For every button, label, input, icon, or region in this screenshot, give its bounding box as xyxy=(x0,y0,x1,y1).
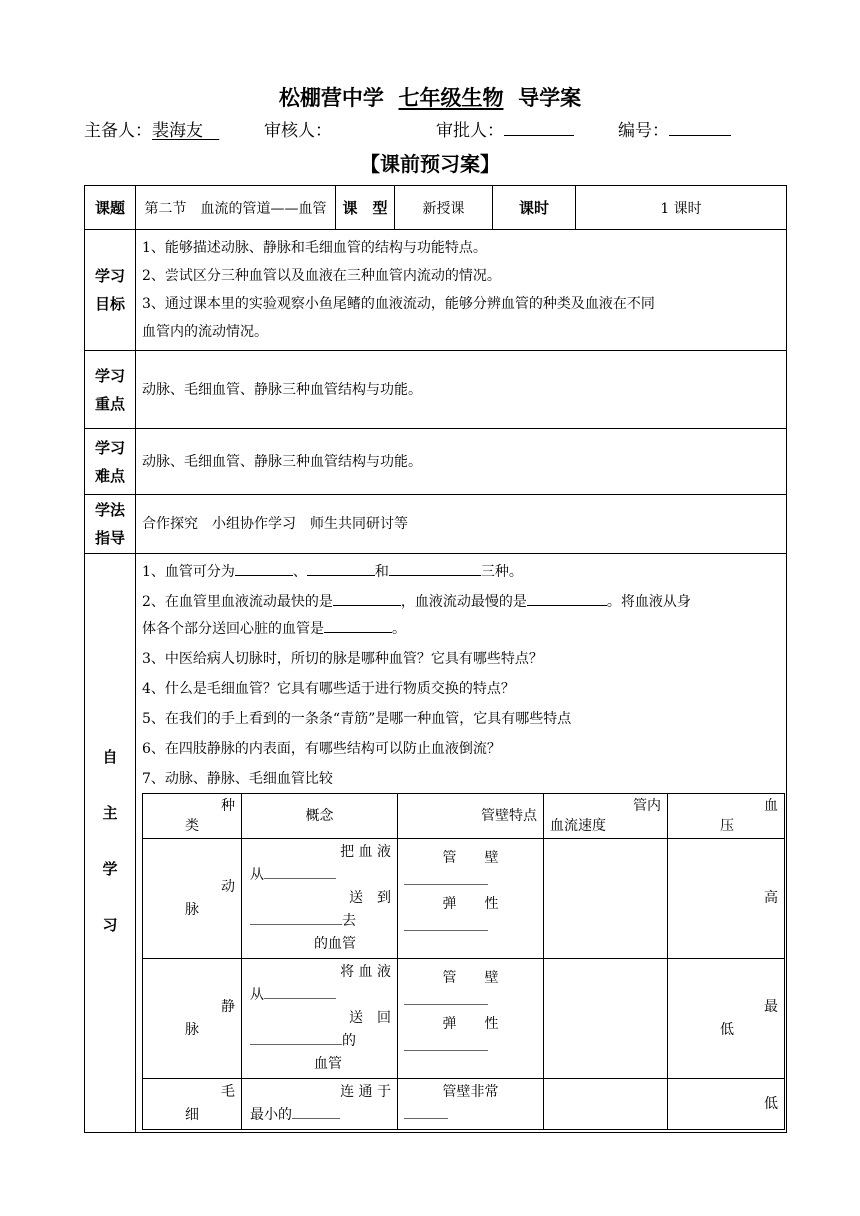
capillary-pressure: 低 xyxy=(668,1079,785,1130)
key-points-text: 动脉、毛细血管、静脉三种血管结构与功能。 xyxy=(136,351,787,429)
question-4: 4、什么是毛细血管？它具有哪些适于进行物质交换的特点？ xyxy=(142,681,515,697)
vein-from-blank[interactable] xyxy=(264,984,336,999)
vein-concept: 将 血 液 从 送 回 的 血管 xyxy=(242,959,398,1079)
capillary-name: 毛 细 xyxy=(143,1079,242,1130)
vein-wall-blank[interactable] xyxy=(404,990,488,1005)
capillary-row xyxy=(143,1079,785,1130)
self-study-label: 自 主 学 习 xyxy=(85,554,136,1133)
difficulties-text: 动脉、毛细血管、静脉三种血管结构与功能。 xyxy=(136,429,787,495)
q2-blank-3[interactable] xyxy=(324,616,392,633)
preparer: 主备人：裴海友 xyxy=(84,121,203,141)
topic-value: 第二节 血流的管道——血管 xyxy=(136,186,336,230)
method-text: 合作探究 小组协作学习 师生共同研讨等 xyxy=(136,495,787,554)
type-value: 新授课 xyxy=(395,186,493,230)
vein-name: 静 脉 xyxy=(143,959,242,1079)
difficulties-label: 学习 难点 xyxy=(85,429,136,495)
section-title: 【课前预习案】 xyxy=(360,152,500,176)
question-7: 7、动脉、静脉、毛细血管比较 xyxy=(142,771,333,787)
document-title xyxy=(0,82,860,112)
question-2: 2、在血管里血液流动最快的是 ，血液流动最慢的是 。将血液从身 xyxy=(142,589,786,616)
reviewer: 审核人： xyxy=(264,121,332,141)
doc-type: 导学案 xyxy=(518,85,582,110)
artery-concept: 把 血 液 从 送 到 去 的血管 xyxy=(242,839,398,959)
vein-speed[interactable] xyxy=(544,959,668,1079)
capillary-wall: 管壁非常 xyxy=(398,1079,544,1130)
comparison-header-row xyxy=(143,794,785,839)
vein-wall: 管 壁 弹 性 xyxy=(398,959,544,1079)
header-wall: 管壁特点 xyxy=(398,794,544,839)
question-2-cont: 体各个部分送回心脏的血管是 。 xyxy=(142,616,786,643)
hours-label: 课时 xyxy=(493,186,576,230)
method-label: 学法 指导 xyxy=(85,495,136,554)
artery-row xyxy=(143,839,785,959)
self-study-content xyxy=(136,554,787,1133)
artery-to-blank[interactable] xyxy=(250,910,342,925)
capillary-concept: 连 通 于 最小的 xyxy=(242,1079,398,1130)
lesson-plan-table xyxy=(84,185,787,1133)
number-blank[interactable] xyxy=(669,117,731,136)
q2-blank-1[interactable] xyxy=(333,589,401,606)
header-speed: 管内 血流速度 xyxy=(544,794,668,839)
preparer-name: 裴海友 xyxy=(152,121,203,141)
artery-elastic-blank[interactable] xyxy=(404,916,488,931)
artery-from-blank[interactable] xyxy=(264,864,336,879)
artery-wall: 管 壁 弹 性 xyxy=(398,839,544,959)
vein-pressure: 最 低 xyxy=(668,959,785,1079)
topic-label: 课题 xyxy=(85,186,136,230)
header-pressure: 血 压 xyxy=(668,794,785,839)
capillary-wall-blank[interactable] xyxy=(404,1104,448,1119)
header-concept: 概念 xyxy=(242,794,398,839)
goal-2: 2、尝试区分三种血管以及血液在三种血管内流动的情况。 xyxy=(142,268,501,284)
method-row xyxy=(85,495,787,554)
goal-3: 3、通过课本里的实验观察小鱼尾鳍的血液流动，能够分辨血管的种类及血液在不同 xyxy=(142,296,655,312)
q2-blank-2[interactable] xyxy=(527,589,607,606)
vessel-comparison-table xyxy=(142,793,785,1130)
key-points-label: 学习 重点 xyxy=(85,351,136,429)
artery-speed[interactable] xyxy=(544,839,668,959)
school-name: 松棚营中学 xyxy=(278,85,384,110)
artery-name: 动 脉 xyxy=(143,839,242,959)
vein-to-blank[interactable] xyxy=(250,1030,342,1045)
goals-label: 学习 目标 xyxy=(85,230,136,351)
question-3: 3、中医给病人切脉时，所切的脉是哪种血管？它具有哪些特点？ xyxy=(142,651,543,667)
key-points-row xyxy=(85,351,787,429)
goal-3-cont: 血管内的流动情况。 xyxy=(142,324,268,340)
question-5: 5、在我们的手上看到的一条条“青筋”是哪一种血管，它具有哪些特点 xyxy=(142,711,572,727)
difficulties-row xyxy=(85,429,787,495)
vein-row xyxy=(143,959,785,1079)
header-kind: 种 类 xyxy=(143,794,242,839)
q1-blank-1[interactable] xyxy=(235,559,293,576)
number: 编号： xyxy=(618,116,731,141)
goal-1: 1、能够描述动脉、静脉和毛细血管的结构与功能特点。 xyxy=(142,240,487,256)
question-6: 6、在四肢静脉的内表面，有哪些结构可以防止血液倒流？ xyxy=(142,741,501,757)
artery-wall-blank[interactable] xyxy=(404,870,488,885)
course-name: 七年级生物 xyxy=(398,85,504,110)
approver-blank[interactable] xyxy=(504,117,574,136)
capillary-blank[interactable] xyxy=(292,1104,340,1119)
vein-elastic-blank[interactable] xyxy=(404,1036,488,1051)
goals-row xyxy=(85,230,787,351)
q1-blank-2[interactable] xyxy=(307,559,375,576)
approver: 审批人： xyxy=(436,116,574,141)
type-label: 课 型 xyxy=(336,186,395,230)
self-study-row xyxy=(85,554,787,1133)
artery-pressure: 高 xyxy=(668,839,785,959)
q1-blank-3[interactable] xyxy=(389,559,481,576)
hours-value: 1 课时 xyxy=(576,186,787,230)
capillary-speed[interactable] xyxy=(544,1079,668,1130)
question-1: 1、血管可分为 、 和 三种。 xyxy=(142,559,786,586)
goals-content xyxy=(136,230,787,351)
topic-row xyxy=(85,186,787,230)
